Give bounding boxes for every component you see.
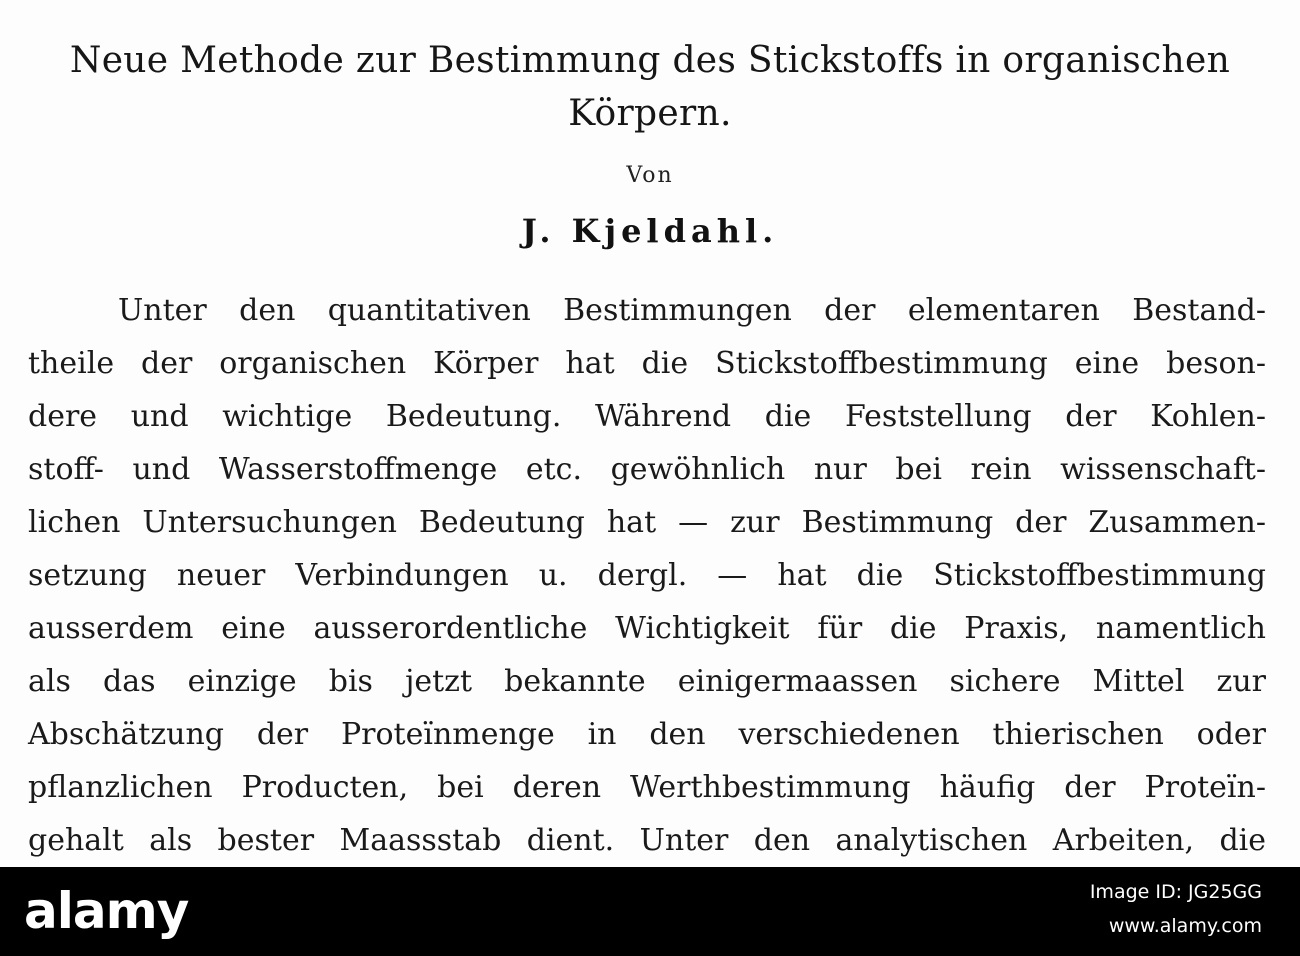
stock-url-label: www.alamy.com [1108,915,1262,937]
watermark-footer [0,867,1300,956]
alamy-logo: alamy [24,882,189,940]
article-title-line-2: Körpern. [568,93,732,134]
body-line: stoff- und Wasserstoffmenge etc. gewöhnlich nur bei rein wissenschaft- [28,452,1266,487]
byline-von: Von [626,163,674,188]
body-line: setzung neuer Verbindungen u. dergl. — hat die Stickstoffbestimmung [28,558,1266,593]
body-line: Abschätzung der Proteïnmenge in den verschiedenen thierischen oder [28,717,1266,752]
body-line: theile der organischen Körper hat die Stickstoffbestimmung eine beson- [28,346,1266,381]
body-line: lichen Untersuchungen Bedeutung hat — zur Bestimmung der Zusammen- [28,505,1266,540]
body-line: ausserdem eine ausserordentliche Wichtigkeit für die Praxis, namentlich [28,611,1266,646]
body-line: pflanzlichen Producten, bei deren Werthbestimmung häufig der Proteïn- [28,770,1266,805]
body-line: gehalt als bester Maassstab dient. Unter den analytischen Arbeiten, die [28,823,1266,858]
body-line: dere und wichtige Bedeutung. Während die Feststellung der Kohlen- [28,399,1266,434]
image-id-label: Image ID: JG25GG [1089,881,1262,903]
article-title-line-1: Neue Methode zur Bestimmung des Stickstoffs in organischen [69,40,1231,81]
author-name: J. Kjeldahl. [521,212,779,250]
body-line: als das einzige bis jetzt bekannte einigermaassen sichere Mittel zur [28,664,1266,699]
body-line: Unter den quantitativen Bestimmungen der elementaren Bestand- [118,293,1266,328]
